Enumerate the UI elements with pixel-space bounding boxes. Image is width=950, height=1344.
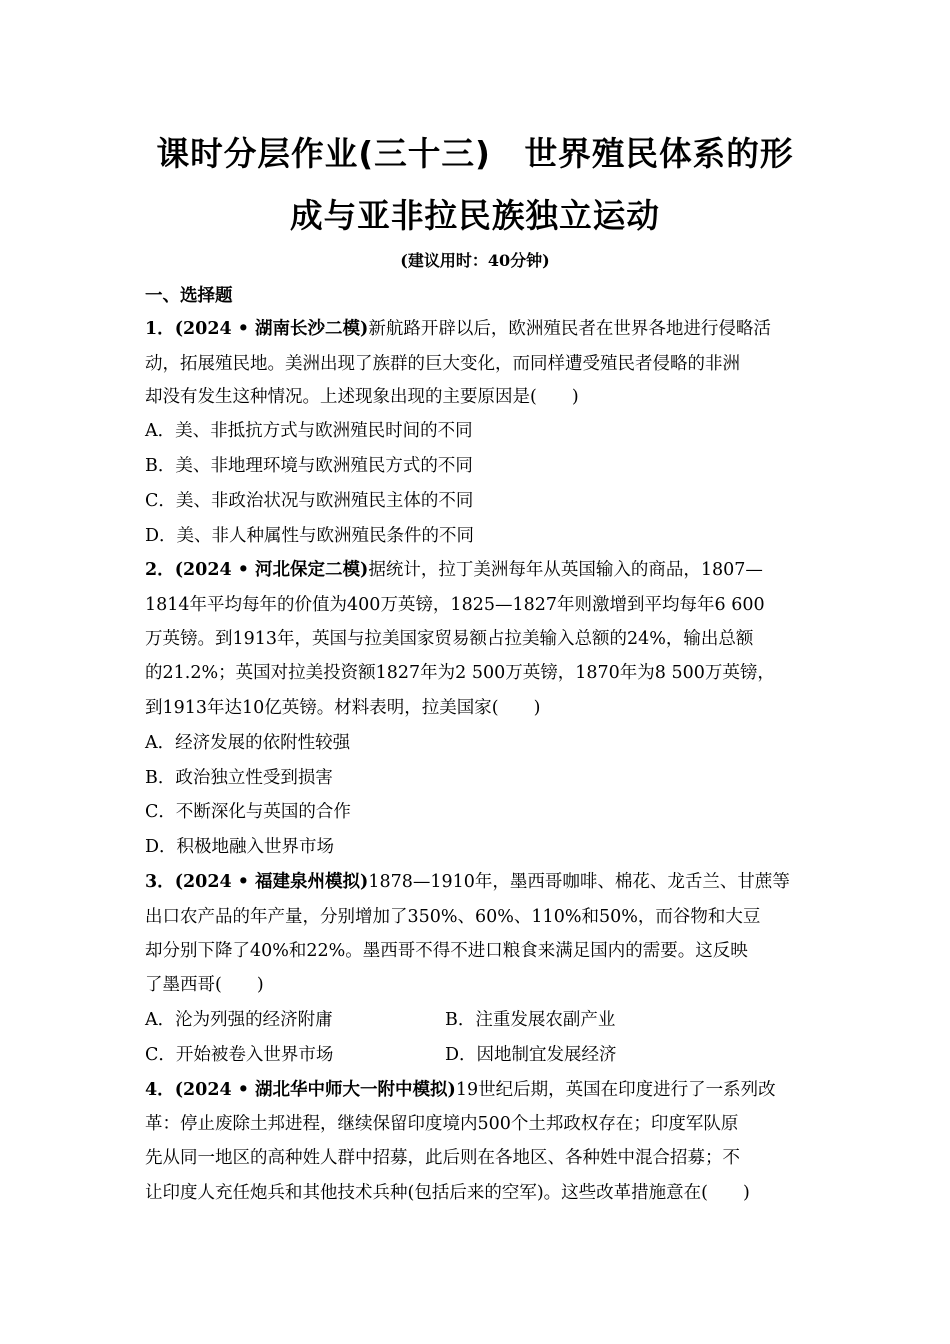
question-text: 据统计，拉丁美洲每年从英国输入的商品，1807—	[368, 560, 763, 580]
question-1-option-a: A．美、非抵抗方式与欧洲殖民时间的不同	[145, 421, 473, 441]
question-number: 2．	[145, 560, 175, 580]
question-source: (2024 • 湖北华中师大一附中模拟)	[174, 1080, 456, 1100]
section-heading: 一、选择题	[145, 286, 233, 306]
question-2-option-c: C．不断深化与英国的合作	[145, 802, 351, 822]
question-4-line-2: 革：停止废除土邦进程，继续保留印度境内500个土邦政权存在；印度军队原	[145, 1114, 739, 1134]
question-4-line-3: 先从同一地区的高种姓人群中招募，此后则在各地区、各种姓中混合招募；不	[145, 1148, 740, 1168]
question-text: 1878—1910年，墨西哥咖啡、棉花、龙舌兰、甘蔗等	[368, 872, 790, 892]
question-2-line-2: 1814年平均每年的价值为400万英镑，1825—1827年则激增到平均每年6 600	[145, 595, 765, 615]
question-2-option-b: B．政治独立性受到损害	[145, 768, 333, 788]
question-2-option-a: A．经济发展的依附性较强	[145, 733, 351, 753]
question-3-line-2: 出口农产品的年产量，分别增加了350%、60%、110%和50%，而谷物和大豆	[145, 907, 761, 927]
question-1-line-2: 动，拓展殖民地。美洲出现了族群的巨大变化，而同样遭受殖民者侵略的非洲	[145, 354, 740, 374]
page-title-line-1: 课时分层作业(三十三) 世界殖民体系的形	[156, 134, 794, 173]
question-2-line-1	[145, 559, 763, 581]
question-number: 1．	[145, 319, 175, 339]
question-source: (2024 • 河北保定二模)	[174, 560, 369, 580]
question-3-option-b: B．注重发展农副产业	[445, 1010, 616, 1030]
question-1-line-1	[145, 318, 771, 340]
question-2-line-3: 万英镑。到1913年，英国与拉美国家贸易额占拉美输入总额的24%，输出总额	[145, 629, 754, 649]
question-3-line-3: 却分别下降了40%和22%。墨西哥不得不进口粮食来满足国内的需要。这反映	[145, 941, 748, 961]
question-1-option-c: C．美、非政治状况与欧洲殖民主体的不同	[145, 491, 474, 511]
question-3-line-1	[145, 871, 790, 893]
question-text: 新航路开辟以后，欧洲殖民者在世界各地进行侵略活	[368, 319, 771, 339]
question-number: 4．	[145, 1080, 175, 1100]
question-number: 3．	[145, 872, 175, 892]
time-hint: (建议用时：40分钟)	[400, 251, 550, 270]
question-3-option-c: C．开始被卷入世界市场	[145, 1045, 334, 1065]
question-2-option-d: D．积极地融入世界市场	[145, 837, 335, 857]
question-4-line-4: 让印度人充任炮兵和其他技术兵种(包括后来的空军)。这些改革措施意在( )	[145, 1183, 750, 1203]
question-1-line-3: 却没有发生这种情况。上述现象出现的主要原因是( )	[145, 387, 579, 407]
question-3-option-a: A．沦为列强的经济附庸	[145, 1010, 333, 1030]
question-1-option-d: D．美、非人种属性与欧洲殖民条件的不同	[145, 526, 475, 546]
question-3-option-d: D．因地制宜发展经济	[445, 1045, 617, 1065]
question-text: 19世纪后期，英国在印度进行了一系列改	[455, 1080, 776, 1100]
page-title-line-2: 成与亚非拉民族独立运动	[290, 196, 660, 235]
question-source: (2024 • 福建泉州模拟)	[174, 872, 369, 892]
question-2-line-4: 的21.2%；英国对拉美投资额1827年为2 500万英镑，1870年为8 500万英镑，	[145, 663, 775, 683]
question-2-line-5: 到1913年达10亿英镑。材料表明，拉美国家( )	[145, 698, 541, 718]
question-4-line-1	[145, 1079, 776, 1101]
question-source: (2024 • 湖南长沙二模)	[174, 319, 369, 339]
question-1-option-b: B．美、非地理环境与欧洲殖民方式的不同	[145, 456, 473, 476]
question-3-line-4: 了墨西哥( )	[145, 975, 264, 995]
